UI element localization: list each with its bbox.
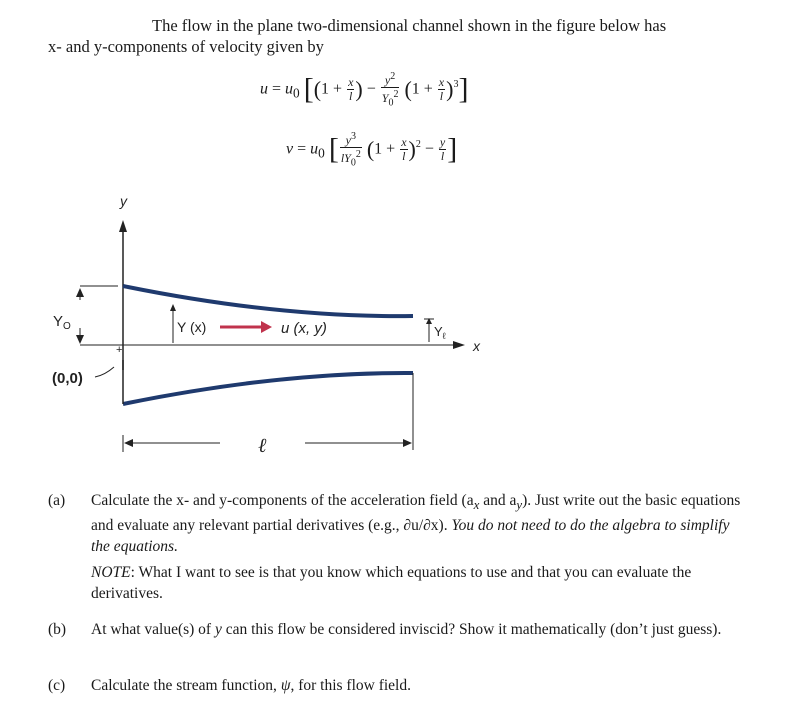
eq-v-coef-sub: 0	[318, 145, 325, 161]
question-c-text2: , for this flow field.	[290, 677, 411, 694]
intro-line-2: x- and y-components of velocity given by	[48, 37, 324, 56]
eq-v-y2: y	[439, 135, 446, 150]
x-axis-arrowhead	[453, 341, 465, 349]
channel-diagram	[40, 190, 500, 470]
yx-label: Y (x)	[177, 319, 207, 335]
eq-u-Y0-exp: 2	[393, 89, 399, 100]
question-b-label: (b)	[48, 621, 67, 638]
question-a-and: and a	[479, 492, 517, 509]
question-a-sub-y: y	[516, 497, 523, 513]
eq-u-coef-sub: 0	[293, 85, 300, 101]
intro-line-1: The flow in the plane two-dimensional channel shown in the figure below has	[152, 16, 667, 35]
eq-u-cube: 3	[453, 79, 459, 91]
eq-u-lhs: u	[260, 80, 268, 98]
lower-wall	[123, 373, 413, 404]
y0-arrow-down-head	[76, 335, 84, 344]
yx-arrowhead	[170, 304, 176, 311]
eq-v-lY0-sub: 0	[350, 157, 356, 169]
eq-v-l: l	[402, 149, 406, 164]
origin-label: (0,0)	[52, 370, 83, 387]
eq-u-y: y	[384, 73, 391, 87]
question-a-label: (a)	[48, 492, 66, 509]
eq-u-coef: u	[285, 80, 294, 98]
eq-v-one: 1	[374, 140, 383, 158]
equation-u: $u = u_0$ [(1 + $\frac{x}{l}$ ) − $\frac{y^2}{Y_0^2}$ (1 + $\frac{x}{l}$ )$^3$]	[260, 71, 469, 109]
length-label: ℓ	[258, 435, 267, 457]
origin-tick: +	[116, 344, 123, 356]
origin-pointer	[95, 367, 114, 377]
eq-v-coef: u	[310, 140, 319, 158]
eq-u-one: 1	[321, 80, 330, 98]
question-a-sub-x: x	[473, 497, 480, 513]
uxy-label: u (x, y)	[281, 320, 327, 337]
question-c-text1: Calculate the stream function,	[91, 677, 281, 694]
y-axis-arrowhead	[119, 220, 127, 232]
y0-arrow-up-head	[76, 288, 84, 297]
eq-u-x: x	[348, 75, 354, 90]
length-right-arrowhead	[403, 439, 412, 447]
question-c-var: ψ	[280, 677, 291, 694]
question-c	[48, 675, 748, 696]
eq-v-y-exp: 3	[350, 131, 356, 142]
question-a-text2: ). Just write out the basic equations and evaluate any relevant partial derivatives (e.g., ∂u/∂x).	[91, 492, 741, 535]
eq-v-y: y	[345, 133, 351, 147]
y0-label: $Y_O$	[53, 313, 71, 332]
eq-u-l: l	[349, 89, 353, 104]
note-label: NOTE	[91, 564, 131, 581]
upper-wall	[123, 286, 413, 316]
eq-v-lY0-exp: 2	[355, 149, 361, 160]
question-a	[48, 490, 748, 557]
flow-arrow-head	[261, 321, 272, 333]
yl-label: $Y_\ell$	[434, 324, 446, 341]
eq-u-Y0: Y	[381, 91, 389, 105]
x-axis-label: x	[473, 338, 480, 354]
eq-v-lhs: v	[286, 140, 294, 158]
question-b	[48, 619, 748, 640]
length-left-arrowhead	[124, 439, 133, 447]
question-c-label: (c)	[48, 677, 66, 694]
eq-v-lY0: lY	[340, 151, 351, 165]
eq-v-sq: 2	[415, 139, 421, 151]
eq-u-y-exp: 2	[390, 71, 396, 82]
equation-v: $v = u_0$ [ $\frac{y^3}{lY_0^2}$ (1 + $\frac{x}{l}$ )$^2$ − $\frac{y}{l}$ ]	[286, 131, 458, 169]
question-b-var: y	[214, 621, 222, 638]
y-axis-label: y	[120, 193, 127, 209]
question-b-text1: At what value(s) of	[91, 621, 215, 638]
question-b-text2: can this flow be considered inviscid? Show it mathematically (don’t just guess).	[221, 621, 722, 638]
question-a-italic: You do not need to do the algebra to simplify the equations.	[91, 517, 730, 556]
eq-v-x: x	[401, 135, 407, 150]
question-a-text1: Calculate the x- and y-components of the acceleration field (a	[91, 492, 474, 509]
note	[91, 562, 751, 604]
note-text: : What I want to see is that you know which equations to use and that you can evaluate the derivatives.	[91, 564, 692, 602]
eq-u-Y0-sub: 0	[388, 97, 394, 109]
